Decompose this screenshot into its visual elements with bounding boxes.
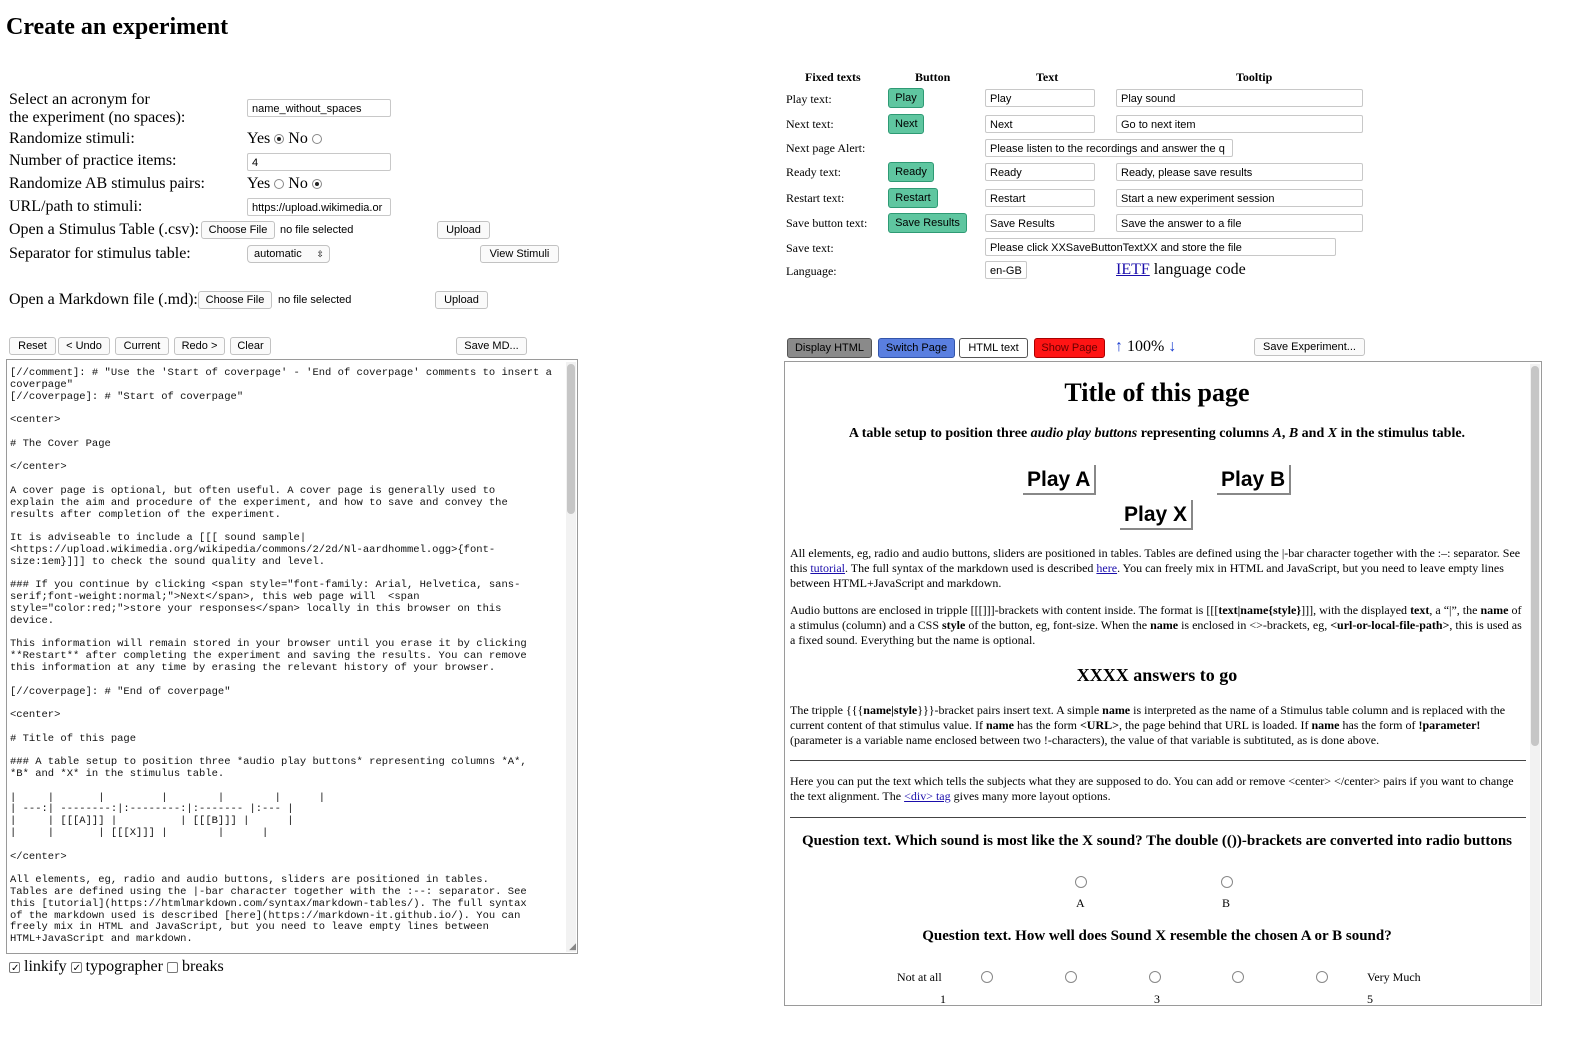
scale-radio-1[interactable] (981, 971, 993, 983)
scale-left-label: Not at all (897, 970, 942, 984)
restart-button[interactable]: Restart (888, 188, 938, 208)
para-bold: text|name{style} (1218, 603, 1302, 617)
url-input[interactable]: https://upload.wikimedia.or (247, 198, 391, 216)
editor-scrollbar-thumb[interactable] (567, 364, 575, 514)
header-fixed-texts: Fixed texts (805, 70, 861, 84)
stimulus-file-status: no file selected (280, 224, 354, 236)
restart-tooltip-input[interactable]: Start a new experiment session (1116, 189, 1363, 207)
para-text: (parameter is a variable name enclosed between two !-characters), the value of that variable is subtituted, as is done above. (790, 733, 1380, 747)
zoom-level: 100% (1127, 338, 1165, 355)
para-text: Here you can put the text which tells the subjects what they are supposed to do. You can add or remove <center> </center> pairs if you want to change the text alignment. The (790, 774, 1514, 803)
markdown-editor[interactable] (6, 359, 578, 954)
q1-radio-a[interactable] (1075, 876, 1087, 888)
ready-tooltip-input[interactable]: Ready, please save results (1116, 163, 1363, 181)
play-x-button[interactable]: Play X (1120, 500, 1193, 530)
separator-select[interactable] (247, 245, 330, 263)
scale-radio-3[interactable] (1149, 971, 1161, 983)
acronym-label-line2: the experiment (no spaces): (9, 109, 186, 126)
next-page-alert-label: Next page Alert: (786, 141, 866, 155)
reset-button[interactable]: Reset (9, 337, 56, 355)
next-button[interactable]: Next (888, 114, 924, 134)
q1-radio-b[interactable] (1221, 876, 1233, 888)
div-tag-link[interactable]: <div> tag (904, 789, 951, 803)
select-arrows-icon: ⇳ (316, 249, 324, 259)
editor-scrollbar[interactable] (566, 362, 576, 952)
para-bold: !parameter! (1418, 718, 1481, 732)
divider (790, 817, 1526, 818)
save-text-input[interactable]: Please click XXSaveButtonTextXX and store the file (985, 238, 1336, 256)
practice-label: Number of practice items: (9, 152, 177, 169)
divider (790, 760, 1526, 761)
para-text: is enclosed in <>-brackets, eg, (1178, 618, 1331, 632)
preview-subtitle (785, 426, 1529, 442)
subtitle-part: and (1298, 426, 1328, 441)
para-text: , a “|”, the (1429, 603, 1481, 617)
page-title: Create an experiment (6, 14, 229, 40)
page-preview[interactable] (784, 361, 1542, 1006)
preview-scrollbar-thumb[interactable] (1531, 366, 1539, 746)
answers-heading: XXXX answers to go (1076, 665, 1238, 685)
next-tooltip-input[interactable]: Go to next item (1116, 115, 1363, 133)
view-stimuli-button[interactable]: View Stimuli (480, 245, 559, 263)
para-text: , the page behind that URL is loaded. If (1118, 718, 1312, 732)
question-2: Question text. How well does Sound X resemble the chosen A or B sound? (922, 928, 1392, 944)
here-link[interactable]: here (1096, 561, 1118, 575)
randomize-ab-yes-radio[interactable] (274, 179, 284, 189)
separator-label: Separator for stimulus table: (9, 245, 191, 262)
subtitle-part: A table setup to position three (848, 426, 1031, 441)
para-text: gives many more layout options. (950, 789, 1111, 803)
subtitle-b: B (1288, 426, 1299, 441)
randomize-ab-no-label: No (288, 175, 308, 192)
show-page-button[interactable]: Show Page (1034, 338, 1105, 358)
stimulus-choose-file-button[interactable]: Choose File (201, 221, 275, 239)
para-bold: name (1150, 618, 1179, 632)
language-code-hint (1116, 261, 1246, 279)
subtitle-emphasis: audio play buttons (1030, 426, 1138, 441)
para-text: has the form of (1339, 718, 1419, 732)
url-label: URL/path to stimuli: (9, 198, 143, 215)
ready-text-label: Ready text: (786, 165, 841, 179)
zoom-up-icon[interactable]: ↑ (1115, 338, 1123, 355)
typographer-checkbox[interactable] (71, 962, 82, 973)
para-text: has the form (1013, 718, 1080, 732)
play-tooltip-input[interactable]: Play sound (1116, 89, 1363, 107)
markdown-upload-button[interactable]: Upload (435, 291, 488, 309)
zoom-down-icon[interactable]: ↓ (1168, 338, 1177, 355)
para-bold: name (1102, 703, 1131, 717)
para-bold: <URL> (1079, 718, 1119, 732)
para-text: . The full syntax of the markdown used is described (845, 561, 1097, 575)
next-page-alert-input[interactable]: Please listen to the recordings and answer the q (985, 139, 1233, 157)
play-b-button[interactable]: Play B (1217, 465, 1291, 495)
preview-paragraph-instructions (790, 774, 1526, 804)
html-text-button[interactable]: HTML text (959, 338, 1028, 358)
acronym-label-line1: Select an acronym for (9, 91, 150, 108)
randomize-no-radio[interactable] (312, 134, 322, 144)
para-text: All elements, eg, radio and audio buttons, sliders are positioned in tables. Tables are defined using the |-bar character together with the :–: separator. See this (790, 546, 1521, 575)
subtitle-part: representing columns (1137, 426, 1273, 441)
header-tooltip: Tooltip (1236, 70, 1273, 84)
typographer-label: typographer (85, 958, 163, 975)
randomize-no-label: No (288, 130, 308, 147)
randomize-yes-radio[interactable] (274, 134, 284, 144)
play-text-input[interactable]: Play (985, 89, 1095, 107)
display-html-button[interactable]: Display HTML (787, 338, 872, 358)
practice-input[interactable]: 4 (247, 153, 391, 171)
q1-label-b: B (1222, 896, 1231, 910)
zoom-control (1115, 338, 1176, 356)
restart-text-label: Restart text: (786, 191, 845, 205)
language-code-text: language code (1149, 261, 1246, 278)
randomize-yes-label: Yes (247, 130, 271, 147)
preview-paragraph-audio (790, 603, 1526, 648)
current-button[interactable]: Current (115, 337, 169, 355)
subtitle-part: , (1281, 426, 1289, 441)
markdown-label: Open a Markdown file (.md): (9, 291, 198, 308)
play-button[interactable]: Play (888, 88, 924, 108)
breaks-label: breaks (181, 958, 224, 975)
randomize-ab-yes-label: Yes (247, 175, 271, 192)
tutorial-link[interactable]: tutorial (810, 561, 846, 575)
save-button-tooltip-input[interactable]: Save the answer to a file (1116, 214, 1363, 232)
language-label: Language: (786, 264, 837, 278)
ietf-link[interactable]: IETF (1116, 261, 1150, 278)
para-text: , this is used as a fixed sound. Everything but the name is optional. (790, 618, 1522, 647)
redo-button[interactable]: Redo > (174, 337, 225, 355)
para-bold: name (1311, 718, 1340, 732)
ready-button[interactable]: Ready (888, 162, 934, 182)
resize-handle-icon[interactable]: ◢ (569, 941, 576, 951)
markdown-editor-text[interactable]: [//comment]: # "Use the 'Start of coverpage' - 'End of coverpage' comments to insert a coverpage" [//coverpage]: # "Start of coverpage" <center> # The Cover Page </center> A cover page is optional, but often useful. A cover page is generally used to explain the aim and procedure of the experiment, and how to save and convey the results after completion of the experiment. It is adviseable to include a [[[ sound sample| <https://upload.wikimedia.org/wikipedia/commons/2/2d/Nl-aardhommel.ogg>{font- size:1em}]]] to check the sound quality and level. ### If you continue by clicking <span style="font-family: Arial, Helvetica, sans- serif;font-weight:normal;">Next</span>, this web page will <span style="color:red;">store your responses</span> locally in this browser on this device. This information will remain stored in your browser until you erase it by clicking **Restart** after completing the experiment and saving the results. You can remove this information at any time by erasing the relevant history of your browser. [//coverpage]: # "End of coverpage" <center> # Title of this page ### A table setup to position three *audio play buttons* representing columns *A*, *B* and *X* in the stimulus table. | | | | | | | | ---:| --------:|:--------:|:------- |:--- | | | [[[A]]] | | [[[B]]] | | | | | [[[X]]] | | | </center> All elements, eg, radio and audio buttons, sliders are positioned in tables. Tables are defined using the |-bar character together with the :--: separator. See this [tutorial](https://htmlmarkdown.com/syntax/markdown-tables/). The full syntax of the markdown used is described [here](https://markdown-it.github.io/). You can freely mix in HTML and JavaScript, but you need to leave empty lines between HTML+JavaScript and markdown. (10, 367, 552, 946)
para-text: }}}-bracket pairs insert text. A simple (917, 703, 1103, 717)
para-text: Audio buttons are enclosed in tripple [[[]]]-brackets with content inside. The format is [[[ (790, 603, 1219, 617)
markdown-choose-file-button[interactable]: Choose File (198, 291, 272, 309)
scale-right-label: Very Much (1367, 970, 1421, 984)
scale-number-3: 3 (1154, 992, 1160, 1006)
linkify-label: linkify (24, 958, 67, 975)
question-1: Question text. Which sound is most like the X sound? The double (())-brackets are converted into radio buttons (801, 833, 1513, 849)
language-input[interactable]: en-GB (985, 261, 1027, 279)
para-bold: style (942, 618, 966, 632)
scale-number-1: 1 (940, 992, 946, 1006)
preview-scrollbar[interactable] (1530, 364, 1540, 1004)
preview-paragraph-text (790, 703, 1526, 748)
separator-select-value: automatic (254, 248, 302, 260)
acronym-label (9, 91, 185, 127)
subtitle-x: X (1327, 426, 1338, 441)
save-results-button[interactable]: Save Results (888, 213, 967, 233)
preview-title: Title of this page (1064, 378, 1250, 407)
linkify-checkbox[interactable] (9, 962, 20, 973)
para-bold: <url-or-local-file-path> (1330, 618, 1450, 632)
restart-text-input[interactable]: Restart (985, 189, 1095, 207)
stimulus-upload-button[interactable]: Upload (437, 221, 490, 239)
para-text: ]]], with the displayed (1301, 603, 1411, 617)
subtitle-a: A (1272, 426, 1282, 441)
save-text-label: Save text: (786, 241, 834, 255)
subtitle-part: in the stimulus table. (1337, 426, 1466, 441)
randomize-ab-radio-group (247, 175, 322, 193)
scale-radio-4[interactable] (1232, 971, 1244, 983)
para-text: . You can freely mix in HTML and JavaScript, but you need to leave empty lines between HTML+JavaScript and markdown. (790, 561, 1504, 590)
randomize-radio-group (247, 130, 322, 148)
play-text-label: Play text: (786, 92, 832, 106)
save-experiment-button[interactable]: Save Experiment... (1254, 338, 1365, 356)
preview-paragraph-tables (790, 546, 1526, 591)
next-text-label: Next text: (786, 117, 834, 131)
editor-options (9, 958, 224, 976)
stimulus-table-label: Open a Stimulus Table (.csv): (9, 221, 200, 238)
randomize-label: Randomize stimuli: (9, 130, 135, 147)
save-button-text-input[interactable]: Save Results (985, 214, 1095, 232)
play-a-button[interactable]: Play A (1023, 465, 1096, 495)
para-bold: name (985, 718, 1014, 732)
ready-text-input[interactable]: Ready (985, 163, 1095, 181)
para-text: of the button, eg, font-size. When the (965, 618, 1151, 632)
markdown-file-status: no file selected (278, 294, 352, 306)
para-bold: name|style (863, 703, 918, 717)
undo-button[interactable]: < Undo (58, 337, 110, 355)
header-text: Text (1036, 70, 1059, 84)
para-text: is interpreted as the name of a Stimulus table column and is replaced with the current content of that stimulus value. If (790, 703, 1506, 732)
clear-button[interactable]: Clear (230, 337, 271, 355)
header-button: Button (915, 70, 951, 84)
scale-number-5: 5 (1367, 992, 1373, 1006)
para-text: The tripple {{{ (790, 703, 864, 717)
scale-radio-5[interactable] (1316, 971, 1328, 983)
switch-page-button[interactable]: Switch Page (878, 338, 955, 358)
randomize-ab-no-radio[interactable] (312, 179, 322, 189)
save-button-text-label: Save button text: (786, 216, 868, 230)
para-bold: text (1410, 603, 1430, 617)
acronym-input[interactable]: name_without_spaces (247, 99, 391, 117)
scale-radio-2[interactable] (1065, 971, 1077, 983)
para-text: of a stimulus (column) and a CSS (790, 603, 1522, 632)
save-md-button[interactable]: Save MD... (456, 337, 527, 355)
para-bold: name (1480, 603, 1509, 617)
randomize-ab-label: Randomize AB stimulus pairs: (9, 175, 205, 192)
q1-label-a: A (1076, 896, 1085, 910)
breaks-checkbox[interactable] (167, 962, 178, 973)
next-text-input[interactable]: Next (985, 115, 1095, 133)
